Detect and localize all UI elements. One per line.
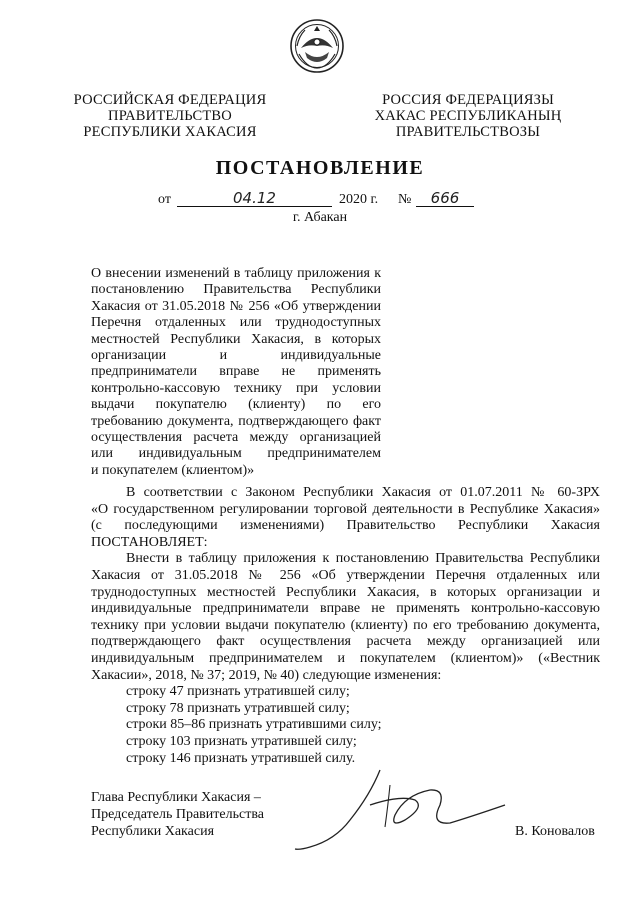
preamble-line: «О государственном регулировании торговой деятельности в Республике Хакасия» (91, 501, 600, 517)
date-handwritten: 04.12 (233, 189, 276, 207)
subject-line: О внесении изменений в таблицу приложения к (91, 266, 381, 281)
preamble-line: (с последующими изменениями) Правительство Республики Хакасия (91, 518, 600, 534)
main-line: Внести в таблицу приложения к постановлению Правительства Республики (126, 551, 600, 567)
header-right-line-2: ХАКАС РЕСПУБЛИКАНЫҢ (374, 108, 562, 124)
subject-block (91, 266, 381, 479)
number-label: № (398, 192, 412, 207)
number-handwritten: 666 (430, 189, 460, 207)
position-line: Республики Хакасия (91, 824, 215, 839)
header-left-line-2: ПРАВИТЕЛЬСТВО (108, 108, 232, 124)
coat-of-arms-emblem (289, 18, 345, 74)
date-from-label: от (158, 192, 171, 207)
signer-name: В. Коновалов (515, 824, 595, 839)
preamble-line: В соответствии с Законом Республики Хакасия от 01.07.2011 № 60-ЗРХ (126, 485, 600, 500)
change-item: строку 78 признать утратившей силу; (126, 700, 350, 716)
subject-line: местностей Республики Хакасия, в которых (91, 331, 381, 347)
subject-line: Перечня отдаленных или труднодоступных (91, 315, 381, 331)
main-line: Хакасии», 2018, № 37; 2019, № 40) следующие изменения: (91, 667, 442, 683)
handwritten-signature (290, 765, 520, 855)
date-year: 2020 г. (339, 192, 379, 207)
signature-position (91, 789, 291, 840)
main-line: индивидуальные предприниматели вправе не применять контрольно-кассовую (91, 601, 600, 617)
number-field (416, 189, 474, 207)
change-item: строку 146 признать утратившей силу. (126, 750, 356, 766)
change-item: строку 47 признать утратившей силу; (126, 684, 350, 700)
subject-line: контрольно-кассовую технику при условии (91, 380, 381, 396)
subject-line: или индивидуальным предпринимателем (91, 446, 381, 462)
preamble-line: ПОСТАНОВЛЯЕТ: (91, 534, 208, 550)
subject-line: предприниматели вправе не применять (91, 364, 381, 380)
change-item: строки 85–86 признать утратившими силу; (126, 717, 382, 733)
header-right-line-3: ПРАВИТЕЛЬСТВОЗЫ (395, 124, 541, 140)
subject-line: организации и индивидуальные (91, 348, 381, 364)
main-line: труднодоступных местностей Республики Хакасия, в которых организации и (91, 584, 600, 600)
document-title: ПОСТАНОВЛЕНИЕ (215, 157, 425, 179)
main-line: Хакасия от 31.05.2018 № 256 «Об утверждении Перечня отдаленных или (91, 567, 600, 583)
subject-line: и покупателем (клиентом)» (91, 462, 255, 478)
header-right-line-1: РОССИЯ ФЕДЕРАЦИЯЗЫ (382, 92, 554, 108)
main-line: индивидуальным предпринимателем и покупателем (клиентом)» («Вестник (91, 650, 600, 666)
city: г. Абакан (292, 210, 348, 225)
main-line: технику при условии выдачи покупателю (клиенту) по его требованию документа, (91, 617, 600, 633)
date-field (177, 189, 332, 207)
main-line: подтверждающего факт осуществления расчета между организацией или (91, 634, 600, 650)
subject-line: Хакасия от 31.05.2018 № 256 «Об утверждении (91, 298, 381, 314)
subject-line: осуществления расчета между организацией (91, 430, 381, 446)
subject-line: постановлению Правительства Республики (91, 282, 381, 298)
header-left (70, 92, 270, 140)
body-text (91, 485, 600, 767)
position-line: Глава Республики Хакасия – (91, 790, 261, 805)
header-right (368, 92, 568, 140)
change-item: строку 103 признать утратившей силу; (126, 733, 357, 749)
position-line: Председатель Правительства (91, 807, 264, 822)
header-left-line-1: РОССИЙСКАЯ ФЕДЕРАЦИЯ (73, 92, 267, 108)
subject-line: требованию документа, подтверждающего факт (91, 413, 381, 429)
subject-line: выдачи покупателю (клиенту) по его (91, 397, 381, 413)
header-left-line-3: РЕСПУБЛИКИ ХАКАСИЯ (83, 124, 257, 140)
